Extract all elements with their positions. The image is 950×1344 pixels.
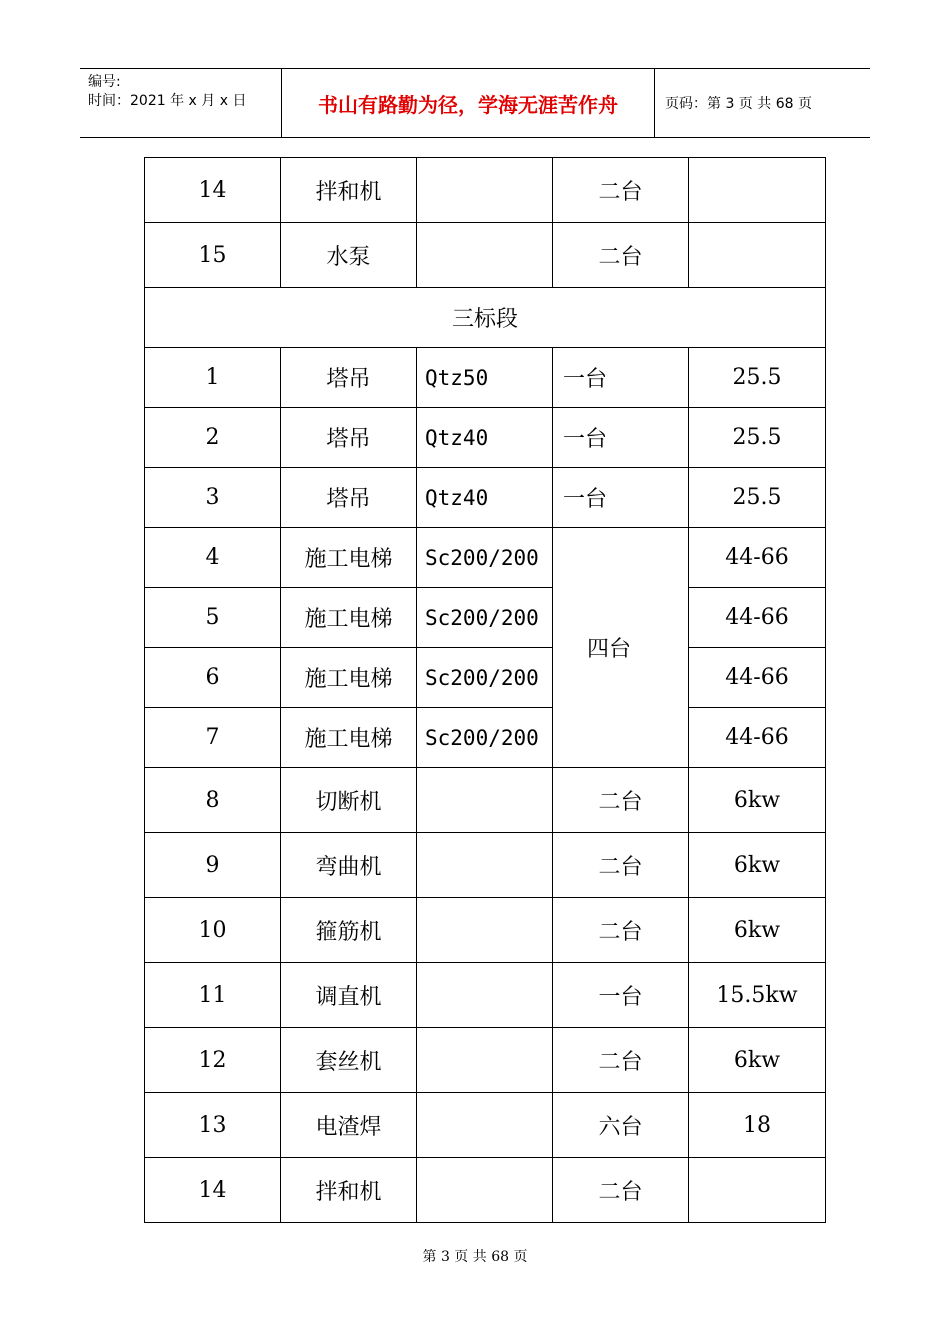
number-label: 编号: xyxy=(88,74,121,90)
cell-name: 施工电梯 xyxy=(281,528,417,588)
cell-power: 44-66 xyxy=(689,648,826,708)
cell-qty-merged: 四台 xyxy=(553,528,689,768)
table-row xyxy=(145,468,826,528)
cell-no: 8 xyxy=(145,768,281,833)
cell-model xyxy=(417,1028,553,1093)
cell-power: 25.5 xyxy=(689,468,826,528)
cell-power: 6kw xyxy=(689,768,826,833)
cell-no: 14 xyxy=(145,158,281,223)
cell-power xyxy=(689,223,826,288)
cell-model: Qtz50 xyxy=(417,348,553,408)
table-row xyxy=(145,348,826,408)
cell-qty: 六台 xyxy=(553,1093,689,1158)
cell-name: 水泵 xyxy=(281,223,417,288)
cell-qty: 二台 xyxy=(553,898,689,963)
cell-model xyxy=(417,223,553,288)
header-motto: 书山有路勤为径，学海无涯苦作舟 xyxy=(282,69,655,137)
table-row xyxy=(145,1158,826,1223)
cell-name: 切断机 xyxy=(281,768,417,833)
cell-power: 25.5 xyxy=(689,348,826,408)
cell-no: 3 xyxy=(145,468,281,528)
cell-power: 6kw xyxy=(689,833,826,898)
cell-no: 4 xyxy=(145,528,281,588)
cell-name: 拌和机 xyxy=(281,1158,417,1223)
table-row xyxy=(145,648,826,708)
table-row xyxy=(145,1093,826,1158)
section-title: 三标段 xyxy=(145,288,826,348)
cell-model xyxy=(417,158,553,223)
cell-model: Qtz40 xyxy=(417,408,553,468)
cell-power: 6kw xyxy=(689,898,826,963)
cell-power xyxy=(689,1158,826,1223)
cell-model xyxy=(417,768,553,833)
table-row xyxy=(145,963,826,1028)
cell-power: 15.5kw xyxy=(689,963,826,1028)
header-page-info: 页码：第 3 页 共 68 页 xyxy=(665,96,812,112)
cell-no: 12 xyxy=(145,1028,281,1093)
table-row xyxy=(145,408,826,468)
cell-no: 2 xyxy=(145,408,281,468)
table-row xyxy=(145,768,826,833)
table-row xyxy=(145,588,826,648)
cell-qty: 一台 xyxy=(553,348,689,408)
table-row xyxy=(145,528,826,588)
cell-name: 箍筋机 xyxy=(281,898,417,963)
cell-no: 13 xyxy=(145,1093,281,1158)
cell-qty: 二台 xyxy=(553,223,689,288)
cell-power: 18 xyxy=(689,1093,826,1158)
cell-power xyxy=(689,158,826,223)
cell-no: 1 xyxy=(145,348,281,408)
cell-qty: 一台 xyxy=(553,963,689,1028)
cell-no: 6 xyxy=(145,648,281,708)
cell-name: 施工电梯 xyxy=(281,648,417,708)
cell-name: 调直机 xyxy=(281,963,417,1028)
page-footer: 第 3 页 共 68 页 xyxy=(422,1249,528,1265)
cell-no: 11 xyxy=(145,963,281,1028)
time-label: 时间：2021 年 x 月 x 日 xyxy=(88,93,247,109)
cell-name: 套丝机 xyxy=(281,1028,417,1093)
section-row xyxy=(145,288,826,348)
cell-power: 44-66 xyxy=(689,528,826,588)
cell-model xyxy=(417,963,553,1028)
page-header xyxy=(80,68,870,138)
cell-no: 9 xyxy=(145,833,281,898)
cell-power: 44-66 xyxy=(689,708,826,768)
cell-qty: 二台 xyxy=(553,158,689,223)
header-meta xyxy=(80,69,282,137)
cell-name: 塔吊 xyxy=(281,468,417,528)
cell-name: 电渣焊 xyxy=(281,1093,417,1158)
cell-power: 25.5 xyxy=(689,408,826,468)
cell-qty: 二台 xyxy=(553,833,689,898)
cell-name: 弯曲机 xyxy=(281,833,417,898)
cell-qty: 一台 xyxy=(553,468,689,528)
cell-model: Sc200/200 xyxy=(417,708,553,768)
cell-name: 拌和机 xyxy=(281,158,417,223)
cell-qty: 二台 xyxy=(553,768,689,833)
table-row xyxy=(145,833,826,898)
cell-no: 7 xyxy=(145,708,281,768)
cell-qty: 一台 xyxy=(553,408,689,468)
cell-model xyxy=(417,898,553,963)
cell-name: 塔吊 xyxy=(281,408,417,468)
cell-model: Sc200/200 xyxy=(417,588,553,648)
cell-model xyxy=(417,1158,553,1223)
cell-power: 44-66 xyxy=(689,588,826,648)
cell-no: 5 xyxy=(145,588,281,648)
table-row xyxy=(145,708,826,768)
equipment-table xyxy=(144,157,826,1223)
cell-name: 塔吊 xyxy=(281,348,417,408)
cell-no: 14 xyxy=(145,1158,281,1223)
cell-name: 施工电梯 xyxy=(281,588,417,648)
cell-name: 施工电梯 xyxy=(281,708,417,768)
cell-qty: 二台 xyxy=(553,1158,689,1223)
cell-qty: 二台 xyxy=(553,1028,689,1093)
table-row xyxy=(145,1028,826,1093)
cell-model: Qtz40 xyxy=(417,468,553,528)
cell-model xyxy=(417,833,553,898)
cell-power: 6kw xyxy=(689,1028,826,1093)
cell-model xyxy=(417,1093,553,1158)
cell-no: 15 xyxy=(145,223,281,288)
table-row xyxy=(145,223,826,288)
table-row xyxy=(145,898,826,963)
cell-model: Sc200/200 xyxy=(417,648,553,708)
cell-model: Sc200/200 xyxy=(417,528,553,588)
table-row xyxy=(145,158,826,223)
cell-no: 10 xyxy=(145,898,281,963)
